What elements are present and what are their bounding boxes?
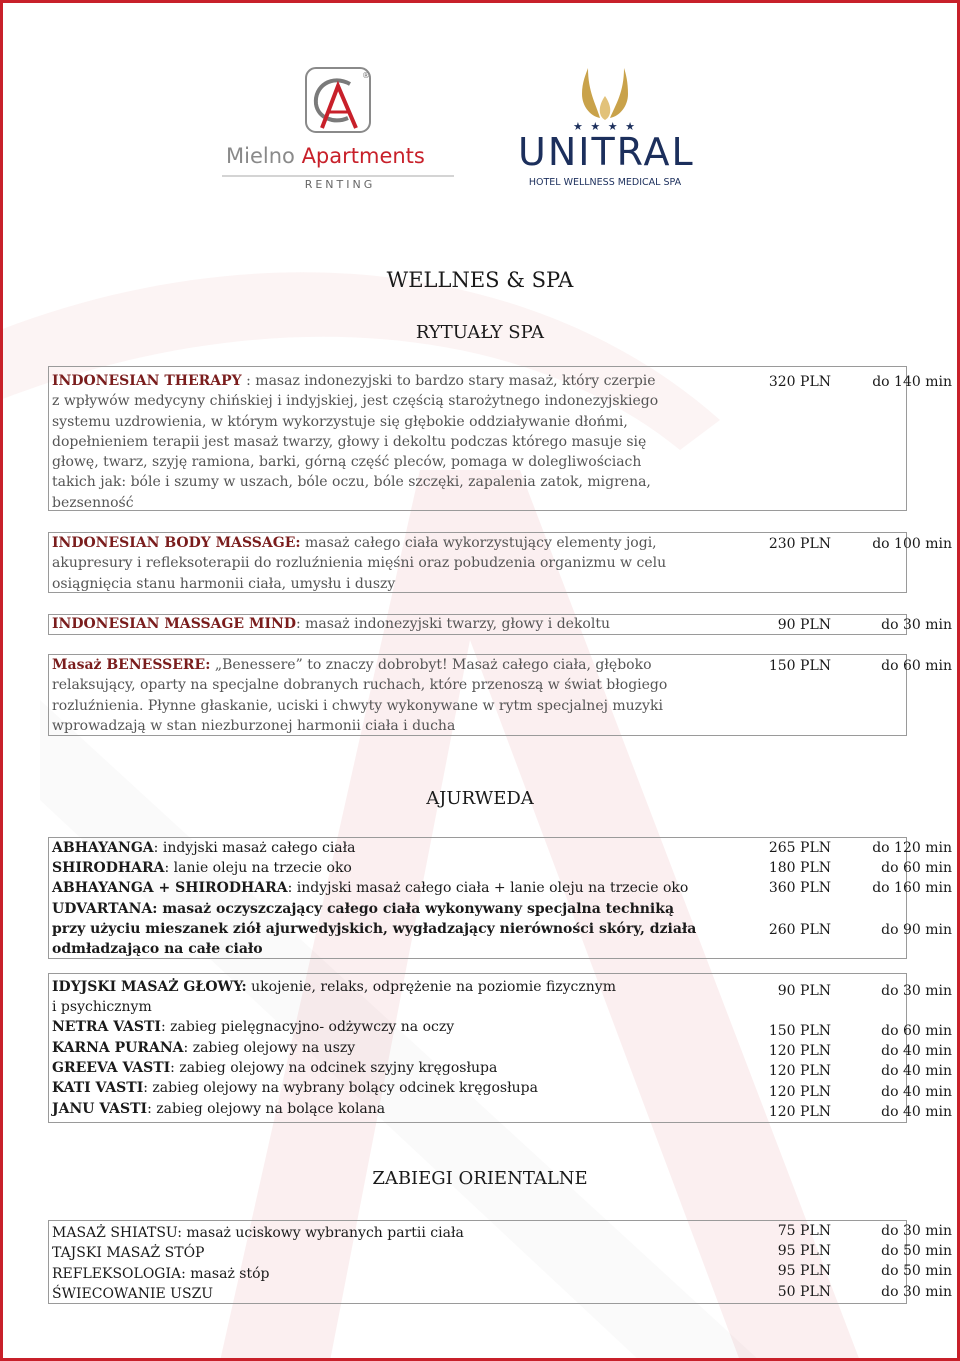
duration: do 30 min: [881, 617, 952, 633]
treatment-name: INDONESIAN BODY MASSAGE:: [52, 535, 301, 551]
price: 265 PLN: [768, 840, 831, 856]
treatment-name: KARNA PURANA: [52, 1040, 184, 1056]
price: 260 PLN: [768, 922, 831, 938]
treatment-name: INDONESIAN THERAPY: [52, 373, 242, 389]
mielno-emblem-icon: [222, 66, 458, 196]
treatment-text: : zabieg olejowy na bolące kolana: [147, 1101, 386, 1117]
treatment-name: Masaż BENESSERE:: [52, 657, 211, 673]
treatment-name: IDYJSKI MASAŻ GŁOWY:: [52, 979, 247, 995]
desc-line: systemu uzdrowienia, w którym wykorzystuje się głębokie oddziaływanie dłońmi,: [52, 413, 628, 430]
section-heading-orientalne: ZABIEGI ORIENTALNE: [372, 1168, 588, 1189]
treatment-text: : zabieg pielęgnacyjno- odżywczy na oczy: [160, 1019, 455, 1035]
duration: do 50 min: [881, 1263, 952, 1279]
treatment-description: [52, 614, 702, 634]
treatment-text: : zabieg olejowy na odcinek szyjny kręgosłupa: [170, 1060, 498, 1076]
apartments-word: Apartments: [301, 144, 425, 168]
unitral-tag: HOTEL WELLNESS MEDICAL SPA: [528, 177, 682, 188]
treatment-text: : zabieg olejowy na wybrany bolący odcinek kręgosłupa: [143, 1080, 538, 1096]
price: 50 PLN: [777, 1284, 831, 1300]
price: 230 PLN: [768, 536, 831, 552]
price: 150 PLN: [768, 658, 831, 674]
duration: do 160 min: [872, 880, 952, 896]
desc-line: : masaz indonezyjski to bardzo stary masaż, który czerpie: [241, 373, 656, 389]
section-heading-ajurweda: AJURWEDA: [426, 788, 534, 809]
list-item: ŚWIECOWANIE USZU: [52, 1286, 214, 1302]
udvartana-line: UDVARTANA: masaż oczyszczający całego ciała wykonywany specjalna techniką: [52, 901, 675, 917]
duration: do 60 min: [881, 860, 952, 876]
desc-line: relaksujący, oparty na specjalne dobranych ruchach, które przenoszą w świat błogiego: [52, 677, 668, 694]
price: 90 PLN: [777, 617, 831, 633]
list-item: TAJSKI MASAŻ STÓP: [52, 1245, 205, 1261]
desc-line: z wpływów medycyny chińskiej i indyjskiej, jest częścią starożytnego indonezyjskiego: [52, 393, 659, 410]
desc-line: : masaż indonezyjski twarzy, głowy i dekoltu: [295, 616, 610, 632]
duration: do 120 min: [872, 840, 952, 856]
treatment-description: [52, 371, 702, 513]
unitral-name: UNITRAL: [518, 130, 695, 174]
price: 95 PLN: [777, 1243, 831, 1259]
price: 120 PLN: [768, 1084, 831, 1100]
treatment-box-benessere: [48, 654, 952, 736]
page-title: WELLNES & SPA: [386, 268, 574, 292]
treatment-name: KATI VASTI: [52, 1080, 144, 1096]
ajurweda-box-secondary: [48, 973, 952, 1123]
orientalne-box: [48, 1220, 952, 1304]
treatment-name: NETRA VASTI: [52, 1019, 161, 1035]
treatment-description: [52, 533, 702, 594]
desc-line: wprowadzają w stan niezburzonej harmonii ciała i ducha: [52, 717, 456, 734]
duration: do 30 min: [881, 1223, 952, 1239]
unitral-drop-icon: [518, 66, 692, 122]
treatment-name: ABHAYANGA: [52, 840, 154, 856]
desc-line: osiągnięcia stanu harmonii ciała, umysłu i duszy: [52, 575, 396, 592]
desc-line: takich jak: bóle i szumy w uszach, bóle oczu, bóle szczęki, zapalenia zatok, migrena,: [52, 474, 651, 491]
duration: do 90 min: [881, 922, 952, 938]
duration: do 60 min: [881, 1023, 952, 1039]
price: 360 PLN: [768, 880, 831, 896]
ajurweda-box-main: [48, 837, 952, 959]
list-item-continued: i psychicznym: [52, 999, 152, 1015]
renting-tag: RENTING: [304, 178, 376, 191]
list-item: MASAŻ SHIATSU: masaż uciskowy wybranych partii ciała: [52, 1225, 464, 1241]
price: 180 PLN: [768, 860, 831, 876]
treatment-text: ukojenie, relaks, odprężenie na poziomie fizycznym: [246, 979, 616, 995]
desc-line: rozluźnienia. Płynne głaskanie, uciski i chwyty wykonywane w rytm specjalnej muzyki: [52, 697, 663, 714]
treatment-text: : indyjski masaż całego ciała: [153, 840, 356, 856]
treatment-text: : indyjski masaż całego ciała + lanie oleju na trzecie oko: [287, 880, 689, 896]
desc-line: bezsenność: [52, 494, 134, 511]
mielno-apartments-logo: [222, 66, 458, 196]
treatment-description: [52, 655, 702, 736]
mielno-word: Mielno: [226, 144, 295, 168]
treatment-name: INDONESIAN MASSAGE MIND: [52, 616, 296, 632]
treatment-name: ABHAYANGA + SHIRODHARA: [52, 880, 288, 896]
desc-line: dopełnieniem terapii jest masaż twarzy, głowy i dekoltu podczas którego masuje się: [52, 433, 647, 450]
treatment-name: GREEVA VASTI: [52, 1060, 171, 1076]
duration: do 40 min: [881, 1104, 952, 1120]
desc-line: głowę, twarz, szyję ramiona, barki, górną część pleców, pomaga w dolegliwościach: [52, 454, 642, 471]
list-item: REFLEKSOLOGIA: masaż stóp: [52, 1266, 270, 1282]
desc-line: masaż całego ciała wykorzystujący elementy jogi,: [300, 535, 657, 551]
price: 75 PLN: [777, 1223, 831, 1239]
treatment-box-indonesian-body-massage: [48, 532, 952, 593]
duration: do 30 min: [881, 1284, 952, 1300]
udvartana-line: przy użyciu mieszanek ziół ajurwedyjskich, wygładzający nierówności skóry, działa: [52, 921, 697, 937]
duration: do 40 min: [881, 1043, 952, 1059]
price: 320 PLN: [768, 374, 831, 390]
treatment-text: : lanie oleju na trzecie oko: [164, 860, 352, 876]
unitral-logo: [518, 66, 695, 194]
duration: do 140 min: [872, 374, 952, 390]
treatment-text: : zabieg olejowy na uszy: [183, 1040, 356, 1056]
desc-line: akupresury i refleksoterapii do rozluźnienia mięśni oraz pobudzenia organizmu w celu: [52, 555, 667, 572]
price: 150 PLN: [768, 1023, 831, 1039]
treatment-box-indonesian-therapy: [48, 366, 952, 511]
price: 90 PLN: [777, 983, 831, 999]
duration: do 100 min: [872, 536, 952, 552]
price: 120 PLN: [768, 1104, 831, 1120]
treatment-name: SHIRODHARA: [52, 860, 165, 876]
price: 95 PLN: [777, 1263, 831, 1279]
udvartana-line: odmładzająco na całe ciało: [52, 941, 263, 957]
desc-line: „Benessere” to znaczy dobrobyt! Masaż całego ciała, głęboko: [210, 657, 652, 673]
treatment-box-indonesian-massage-mind: [48, 614, 952, 635]
duration: do 50 min: [881, 1243, 952, 1259]
section-heading-rytualy: RYTUAŁY SPA: [415, 322, 545, 343]
duration: do 60 min: [881, 658, 952, 674]
treatment-name: JANU VASTI: [52, 1101, 148, 1117]
hotel-stars: ★ ★ ★ ★: [573, 120, 637, 133]
price: 120 PLN: [768, 1043, 831, 1059]
duration: do 40 min: [881, 1063, 952, 1079]
price: 120 PLN: [768, 1063, 831, 1079]
duration: do 40 min: [881, 1084, 952, 1100]
duration: do 30 min: [881, 983, 952, 999]
svg-text:®: ®: [362, 71, 370, 80]
